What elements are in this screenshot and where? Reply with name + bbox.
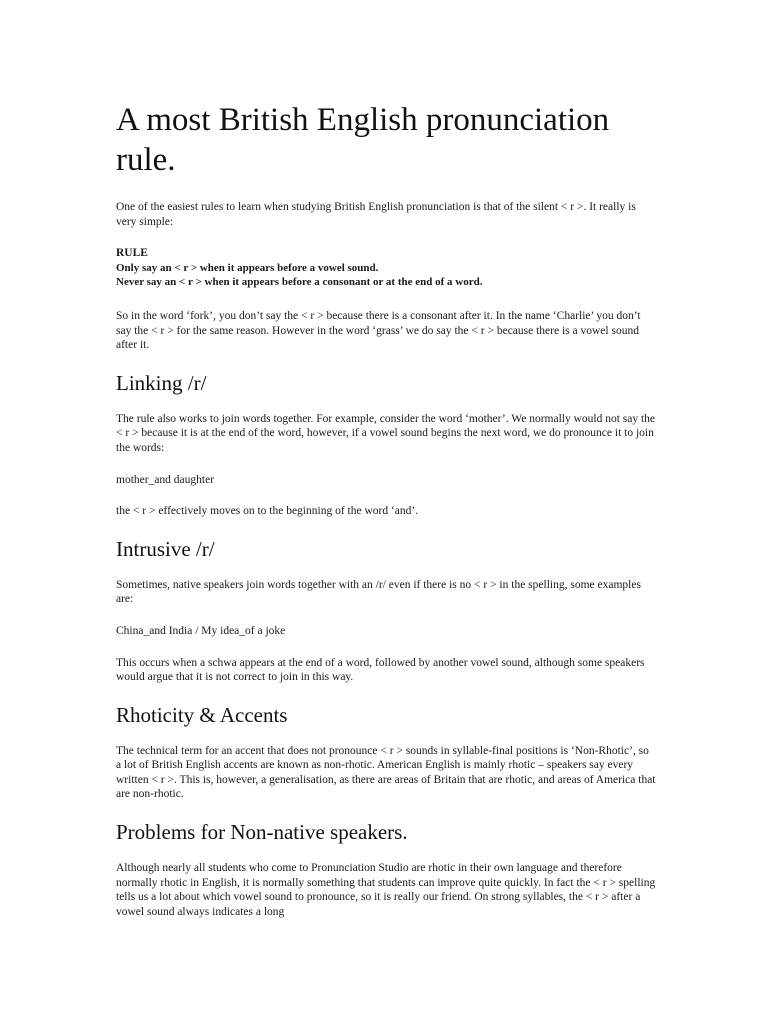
rule-heading: RULE bbox=[116, 247, 148, 260]
intrusive-heading: Intrusive /r/ bbox=[116, 536, 215, 561]
linking-paragraph-2: the < r > effectively moves on to the beginning of the word ‘and’. bbox=[116, 505, 419, 518]
rule-line-1: Only say an < r > when it appears before a vowel sound. bbox=[116, 261, 379, 274]
intrusive-paragraph-1: Sometimes, native speakers join words together with an /r/ even if there is no < r > in the spelling, some examples are: bbox=[116, 578, 641, 606]
rhoticity-paragraph: The technical term for an accent that does not pronounce < r > sounds in syllable-final positions is ‘Non-Rhotic’, so a lot of British English accents are known as non-rhotic. American English is mainly rhotic – speakers say every written < r >. This is, however, a generalisation, as there are areas of Britain that are rhotic, and areas of America that are non-rhotic. bbox=[116, 744, 656, 801]
intrusive-example: China_and India / My idea_of a joke bbox=[116, 624, 286, 637]
problems-paragraph: Although nearly all students who come to Pronunciation Studio are rhotic in their own language and therefore normally rhotic in English, it is normally something that students can improve quite quickly. In fact the < r > spelling tells us a lot about which vowel sound to pronounce, so it is really our friend. On strong syllables, the < r > after a vowel sound always indicates a long bbox=[116, 862, 656, 918]
page-title: A most British English pronunciation rule. bbox=[116, 102, 610, 178]
intro-paragraph: One of the easiest rules to learn when studying British English pronunciation is that of the silent < r >. It really is very simple: bbox=[116, 201, 636, 228]
rule-line-2: Never say an < r > when it appears before a consonant or at the end of a word. bbox=[116, 276, 483, 289]
linking-example: mother_and daughter bbox=[116, 473, 215, 486]
rhoticity-heading: Rhoticity & Accents bbox=[116, 702, 288, 727]
intrusive-paragraph-2: This occurs when a schwa appears at the end of a word, followed by another vowel sound, although some speakers would argue that it is not correct to join in this way. bbox=[116, 656, 645, 684]
problems-heading: Problems for Non-native speakers. bbox=[116, 820, 408, 845]
rule-block bbox=[116, 246, 656, 290]
linking-heading: Linking /r/ bbox=[116, 370, 207, 395]
linking-paragraph-1: The rule also works to join words together. For example, consider the word ‘mother’. We normally would not say the < r > because it is at the end of the word, however, if a vowel sound begins the next word, we do pronounce it to join the words: bbox=[116, 412, 656, 454]
fork-paragraph: So in the word ‘fork’, you don’t say the < r > because there is a consonant after it. In the name ‘Charlie’ you don’t say the < r > for the same reason. However in the word ‘grass’ we do say the < r > because there is a vowel sound after it. bbox=[116, 309, 641, 352]
document-page bbox=[116, 100, 656, 936]
